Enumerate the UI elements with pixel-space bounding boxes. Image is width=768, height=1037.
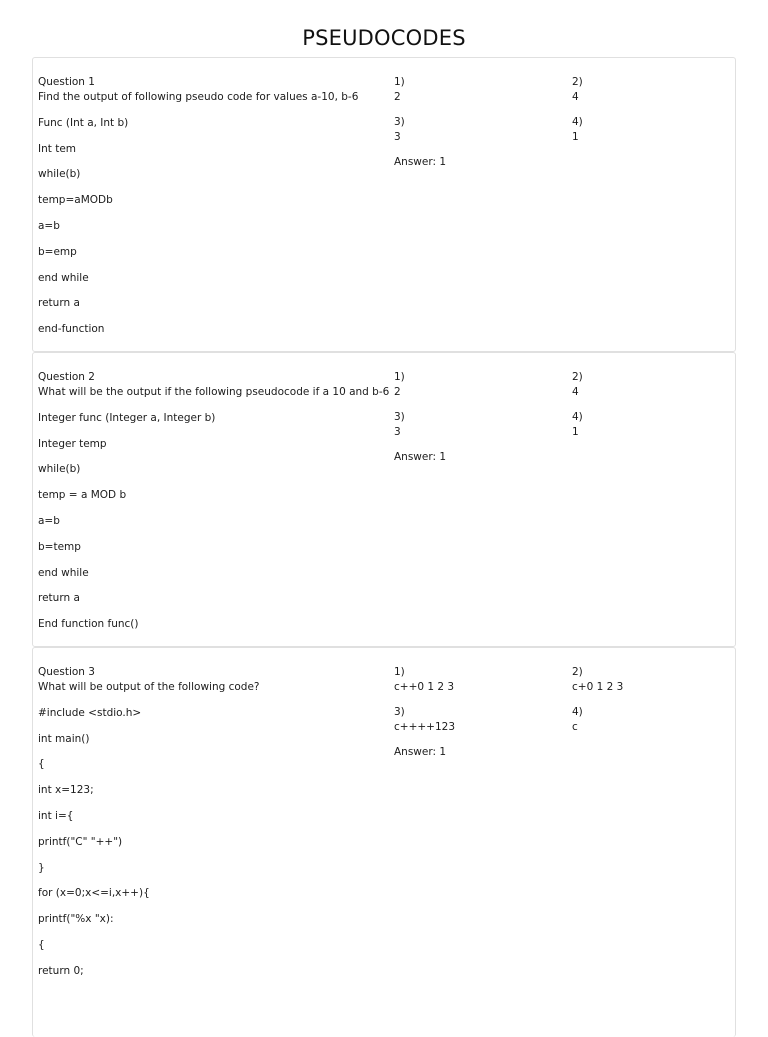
code-line: for (x=0;x<=i,x++){ (38, 887, 150, 900)
code-line: printf("C" "++") (38, 835, 123, 848)
option-2 (572, 370, 732, 400)
code-line: Integer temp (38, 437, 107, 450)
code-line: return a (38, 592, 80, 605)
option-number: 3) (394, 706, 405, 718)
code-line: b=emp (38, 245, 77, 258)
code-line: return a (38, 297, 80, 310)
option-value: 1 (572, 131, 579, 143)
question-label: Question 1 (38, 76, 95, 88)
option-2 (572, 75, 732, 105)
question-prompt: What will be the output if the following pseudocode if a 10 and b-6 (38, 386, 390, 398)
code-line: return 0; (38, 964, 84, 977)
option-4 (572, 410, 732, 440)
code-line: Func (Int a, Int b) (38, 116, 129, 129)
code-line: printf("%x "x): (38, 913, 114, 926)
code-line: int main() (38, 732, 90, 745)
code-line: end while (38, 271, 89, 284)
question-text (38, 75, 388, 337)
option-1 (394, 75, 554, 105)
code-line: a=b (38, 514, 60, 527)
code-line: int x=123; (38, 784, 94, 797)
option-value: 4 (572, 386, 579, 398)
option-number: 1) (394, 666, 405, 678)
option-3 (394, 410, 554, 440)
option-value: 2 (394, 386, 401, 398)
option-value: c++++123 (394, 721, 456, 733)
question-label: Question 3 (38, 666, 95, 678)
code-line: b=temp (38, 540, 81, 553)
code-line: while(b) (38, 463, 81, 476)
question-card-2 (32, 352, 736, 647)
option-3 (394, 115, 554, 145)
option-value: c++0 1 2 3 (394, 681, 455, 693)
option-number: 3) (394, 411, 405, 423)
question-prompt: What will be output of the following code? (38, 681, 260, 693)
option-number: 1) (394, 76, 405, 88)
option-value: c (572, 721, 578, 733)
code-line: { (38, 758, 45, 771)
code-line: temp = a MOD b (38, 489, 127, 502)
answer-text: Answer: 1 (394, 451, 447, 463)
option-number: 2) (572, 371, 583, 383)
option-3 (394, 705, 554, 735)
question-text (38, 665, 388, 979)
code-line: } (38, 861, 45, 874)
option-4 (572, 705, 732, 735)
code-line: a=b (38, 219, 60, 232)
option-2 (572, 665, 732, 695)
option-number: 3) (394, 116, 405, 128)
option-1 (394, 665, 554, 695)
question-prompt: Find the output of following pseudo code for values a-10, b-6 (38, 91, 359, 103)
option-number: 1) (394, 371, 405, 383)
option-value: 3 (394, 131, 401, 143)
option-value: 3 (394, 426, 401, 438)
code-line: int i={ (38, 809, 74, 822)
code-line: while(b) (38, 168, 81, 181)
option-number: 2) (572, 76, 583, 88)
answer-text: Answer: 1 (394, 156, 447, 168)
code-line: Integer func (Integer a, Integer b) (38, 411, 216, 424)
question-label: Question 2 (38, 371, 95, 383)
code-line: End function func() (38, 618, 139, 631)
option-value: 1 (572, 426, 579, 438)
option-number: 4) (572, 411, 583, 423)
code-line: Int tem (38, 142, 77, 155)
code-line: temp=aMODb (38, 194, 113, 207)
option-1 (394, 370, 554, 400)
option-value: 4 (572, 91, 579, 103)
code-line: #include <stdio.h> (38, 706, 142, 719)
question-card-3 (32, 647, 736, 1037)
option-4 (572, 115, 732, 145)
option-number: 4) (572, 116, 583, 128)
option-number: 2) (572, 666, 583, 678)
code-line: end-function (38, 323, 105, 336)
option-value: 2 (394, 91, 401, 103)
page-title: PSEUDOCODES (302, 26, 466, 50)
code-line: end while (38, 566, 89, 579)
option-number: 4) (572, 706, 583, 718)
code-line: { (38, 938, 45, 951)
question-card-1 (32, 57, 736, 352)
option-value: c+0 1 2 3 (572, 681, 624, 693)
question-text (38, 370, 388, 632)
answer-text: Answer: 1 (394, 746, 447, 758)
